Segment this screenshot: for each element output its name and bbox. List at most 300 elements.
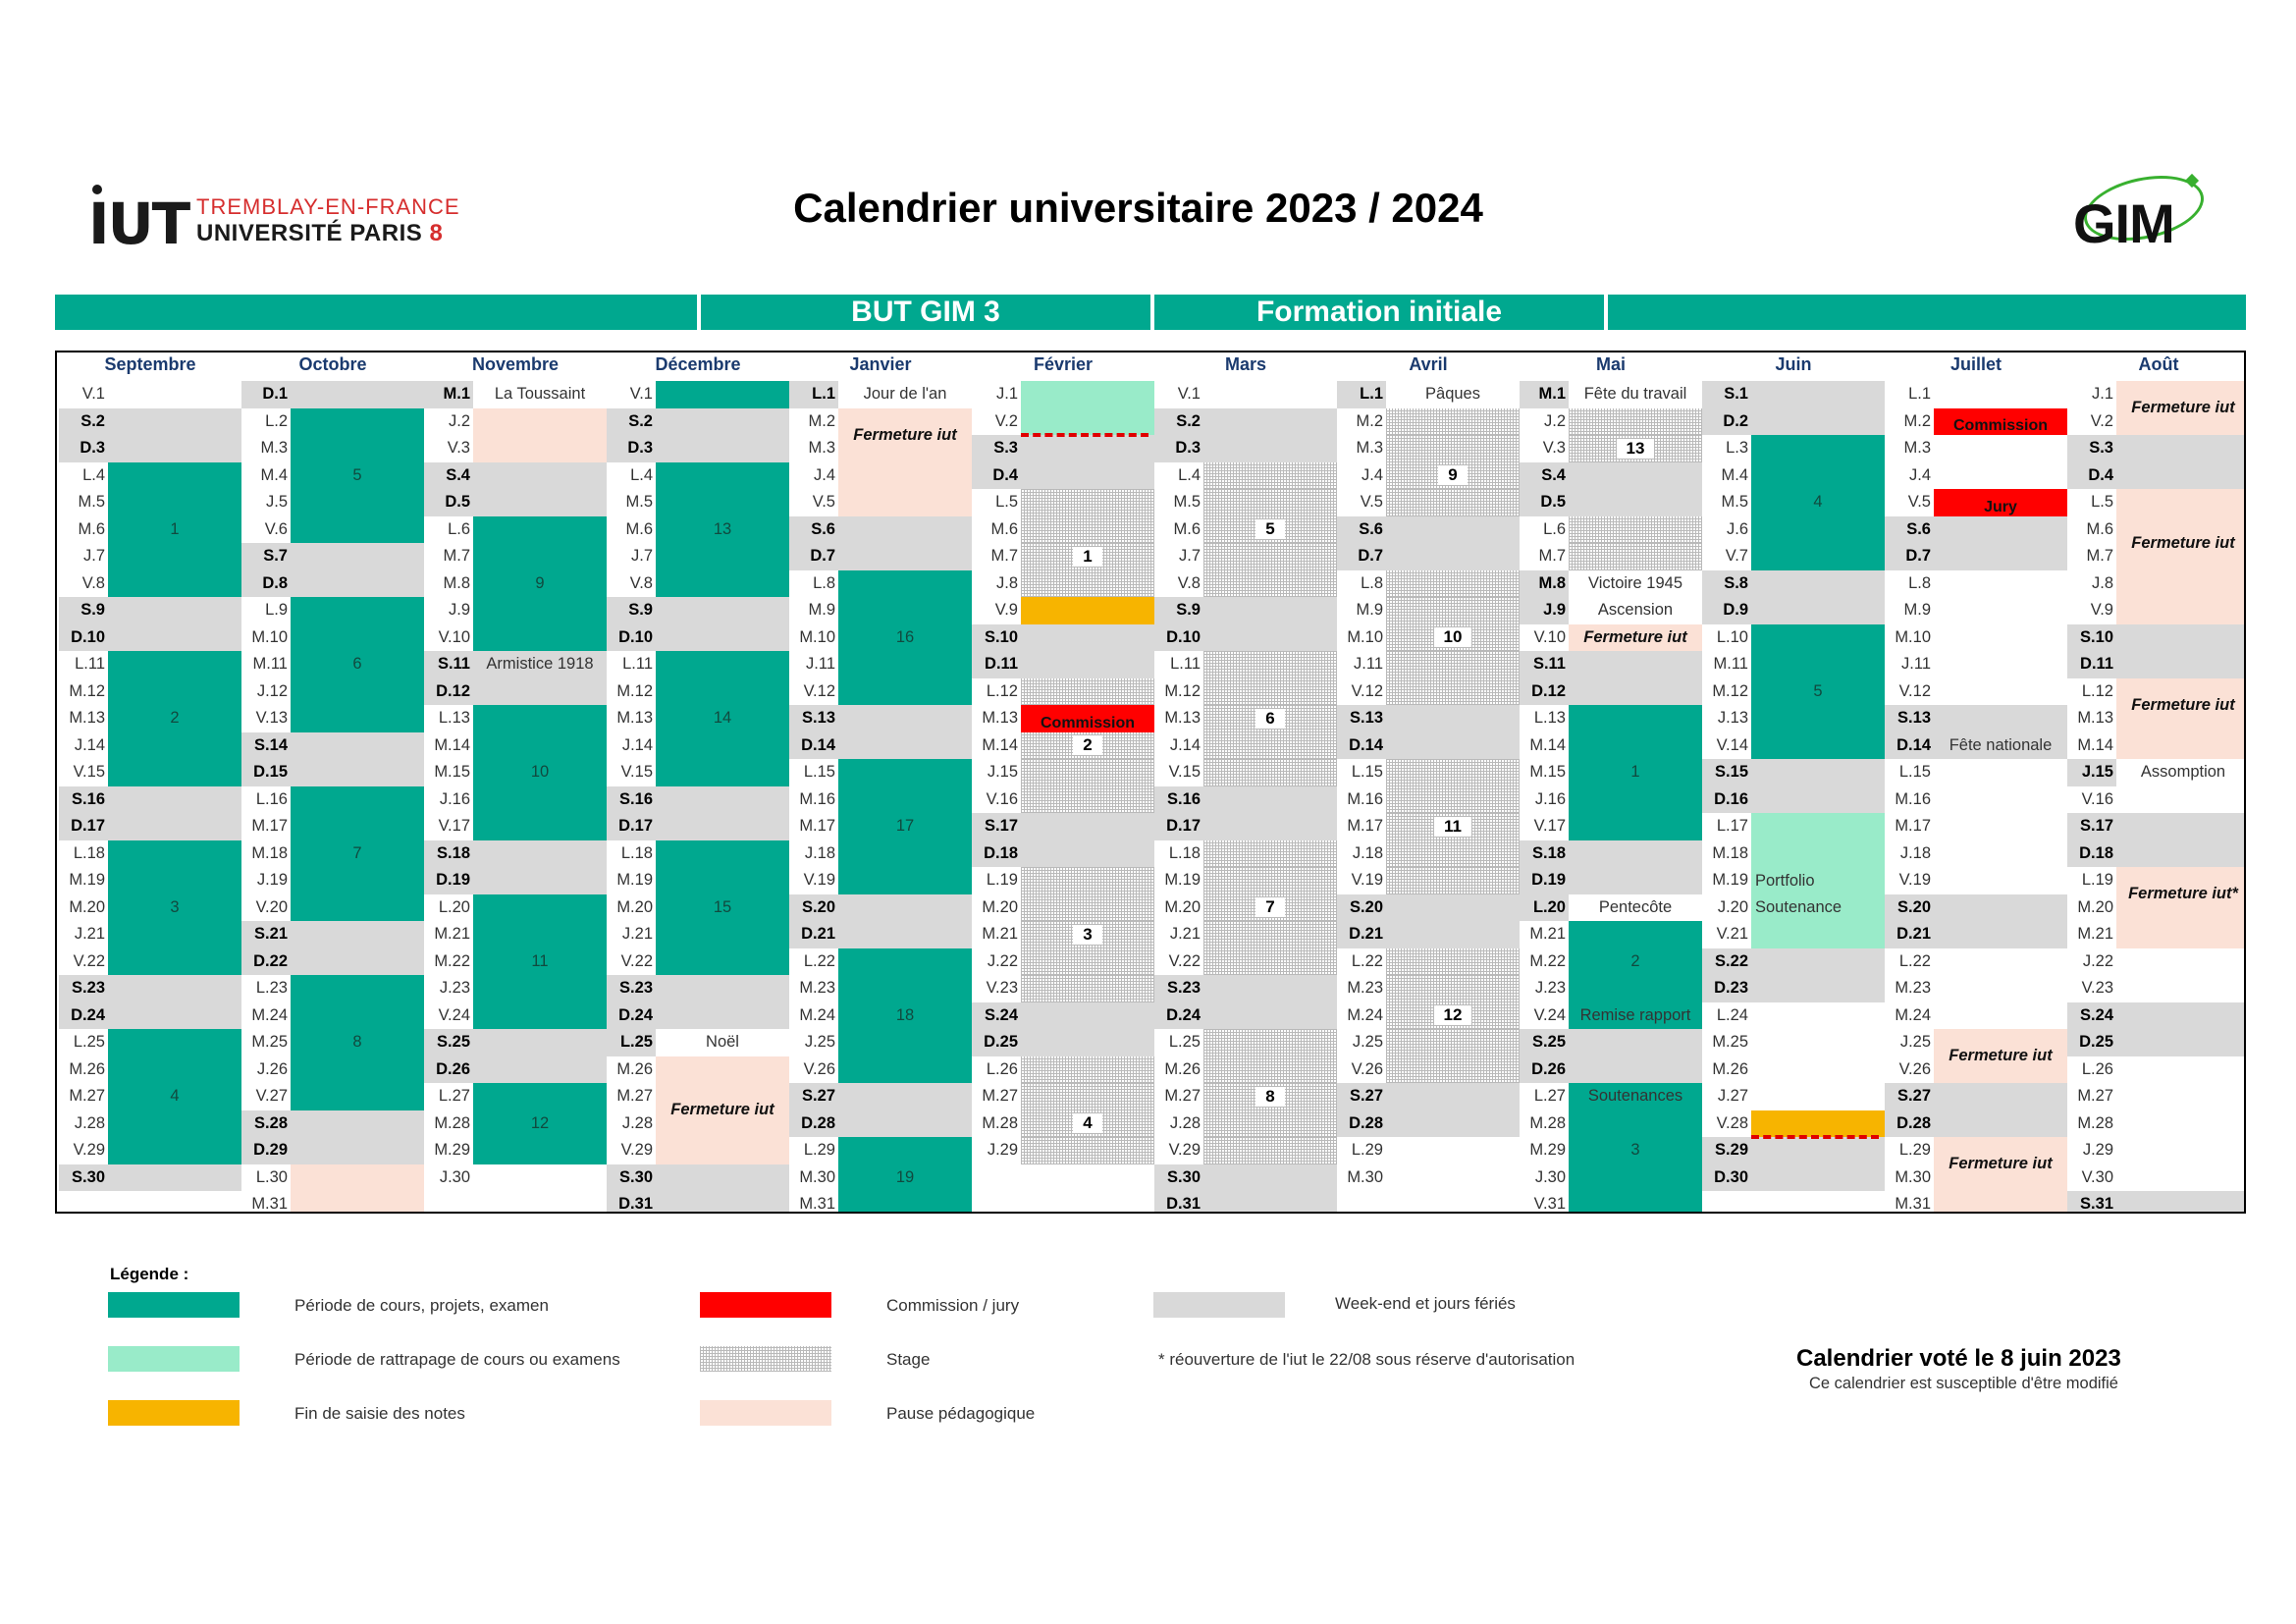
- day-cell: [2116, 1137, 2246, 1164]
- stage-week-number: 12: [1434, 1005, 1472, 1025]
- day-label: M.29: [434, 1141, 470, 1159]
- day-note: Victoire 1945: [1587, 573, 1682, 592]
- day-cell: [1386, 1056, 1520, 1084]
- day-row: [1154, 651, 1337, 678]
- day-cell: [1569, 894, 1702, 922]
- day-cell: [1386, 651, 1520, 678]
- day-row: [1337, 921, 1520, 948]
- day-cell: [1751, 1164, 1885, 1192]
- day-row: [1702, 867, 1885, 894]
- day-cell: [291, 867, 424, 894]
- day-label: V.31: [1533, 1195, 1566, 1213]
- day-label: D.28: [789, 1110, 838, 1138]
- day-label: S.9: [59, 597, 108, 624]
- day-cell: [1203, 948, 1337, 976]
- day-cell: [1386, 516, 1520, 544]
- day-row: [1520, 624, 1702, 652]
- day-label: M.10: [799, 627, 835, 646]
- day-label: J.29: [2082, 1141, 2113, 1159]
- day-cell: [1751, 1083, 1885, 1110]
- day-row: [2067, 705, 2246, 732]
- day-cell: [838, 921, 972, 948]
- day-label: M.28: [1529, 1113, 1566, 1132]
- day-label: M.7: [443, 547, 470, 565]
- day-label: L.9: [265, 601, 288, 619]
- day-row: [1885, 1056, 2067, 1084]
- day-label: J.1: [995, 385, 1018, 403]
- day-row: [1154, 948, 1337, 976]
- day-label: V.12: [1351, 681, 1383, 700]
- day-row: [1520, 867, 1702, 894]
- day-label: M.26: [1712, 1059, 1748, 1078]
- day-cell: [838, 651, 972, 678]
- day-cell: [1203, 516, 1337, 544]
- day-cell: [291, 1164, 424, 1192]
- day-row: [1885, 1110, 2067, 1138]
- day-label: V.6: [264, 519, 288, 538]
- day-row: [789, 1110, 972, 1138]
- day-cell: [473, 570, 607, 598]
- day-row: [59, 435, 241, 462]
- day-label: L.8: [1361, 573, 1383, 592]
- day-row: [241, 1056, 424, 1084]
- day-row: [1520, 1083, 1702, 1110]
- day-row: [59, 759, 241, 786]
- day-cell: [1203, 921, 1337, 948]
- day-label: M.26: [69, 1059, 105, 1078]
- day-label: V.26: [1351, 1059, 1383, 1078]
- day-row: [59, 651, 241, 678]
- day-cell: [473, 1110, 607, 1138]
- day-cell: [1021, 570, 1154, 598]
- day-label: D.3: [607, 435, 656, 462]
- day-row: [1337, 1056, 1520, 1084]
- day-row: [789, 759, 972, 786]
- day-row: [789, 975, 972, 1002]
- day-cell: [2116, 1110, 2246, 1138]
- day-label: D.7: [789, 543, 838, 570]
- day-row: [1702, 435, 1885, 462]
- day-row: [789, 651, 972, 678]
- day-cell: [1021, 813, 1154, 840]
- day-row: [1520, 705, 1702, 732]
- day-label: M.12: [69, 681, 105, 700]
- day-cell: [1934, 408, 2067, 436]
- day-label: M.28: [982, 1113, 1018, 1132]
- day-label: S.4: [1520, 462, 1569, 490]
- day-cell: [1569, 1191, 1702, 1214]
- day-row: [1337, 381, 1520, 408]
- day-cell: [1203, 1056, 1337, 1084]
- day-row: [59, 894, 241, 922]
- day-row: [789, 381, 972, 408]
- day-cell: [1569, 1110, 1702, 1138]
- day-label: J.30: [1534, 1167, 1566, 1186]
- day-cell: [656, 921, 789, 948]
- day-row: [241, 732, 424, 760]
- day-row: [1702, 948, 1885, 976]
- day-label: L.1: [789, 381, 838, 408]
- day-cell: [1934, 1002, 2067, 1030]
- day-label: D.29: [241, 1137, 291, 1164]
- day-label: M.5: [625, 493, 653, 511]
- day-cell: [656, 1002, 789, 1030]
- day-row: [1520, 1137, 1702, 1164]
- day-cell: [656, 813, 789, 840]
- day-cell: [1569, 678, 1702, 706]
- day-row: [972, 759, 1154, 786]
- day-label: M.30: [1347, 1167, 1383, 1186]
- day-row: [1520, 678, 1702, 706]
- day-note: Fête du travail: [1583, 385, 1687, 403]
- day-label: L.10: [1716, 627, 1748, 646]
- day-row: [241, 543, 424, 570]
- course-week-number: 3: [170, 897, 180, 916]
- day-row: [1702, 624, 1885, 652]
- day-row: [1885, 543, 2067, 570]
- day-label: D.11: [2067, 651, 2116, 678]
- day-cell: [1569, 759, 1702, 786]
- day-note: Pentecôte: [1598, 897, 1673, 916]
- day-cell: [838, 813, 972, 840]
- day-row: [1154, 1137, 1337, 1164]
- day-cell: [1751, 1056, 1885, 1084]
- day-row: [1337, 570, 1520, 598]
- period-annotation: Fermeture iut: [853, 425, 957, 444]
- day-cell: [2116, 1056, 2246, 1084]
- day-cell: [108, 1002, 241, 1030]
- day-cell: [656, 786, 789, 814]
- day-label: M.10: [251, 627, 288, 646]
- day-cell: [1203, 732, 1337, 760]
- day-cell: [1386, 435, 1520, 462]
- day-label: J.13: [1717, 709, 1748, 727]
- day-cell: [473, 894, 607, 922]
- day-row: [972, 1029, 1154, 1056]
- day-row: [607, 624, 789, 652]
- day-row: [789, 705, 972, 732]
- day-row: [1885, 462, 2067, 490]
- day-row: [1337, 705, 1520, 732]
- banner-program: BUT GIM 3: [701, 295, 1150, 330]
- day-row: [1885, 840, 2067, 868]
- day-label: J.11: [806, 655, 835, 673]
- day-label: L.18: [620, 843, 653, 862]
- day-cell: [1934, 1137, 2067, 1164]
- month-column: [1520, 381, 1702, 1214]
- day-cell: [108, 705, 241, 732]
- stage-week-number: 10: [1434, 627, 1472, 647]
- day-row: [2067, 651, 2246, 678]
- month-header: Septembre: [104, 354, 196, 374]
- day-row: [241, 759, 424, 786]
- voted-disclaimer: Ce calendrier est susceptible d'être modifié: [1809, 1375, 2118, 1392]
- day-row: [1337, 1137, 1520, 1164]
- day-row: [1702, 1056, 1885, 1084]
- day-cell: [1386, 786, 1520, 814]
- day-row: [607, 786, 789, 814]
- course-week-number: 4: [1813, 493, 1823, 512]
- day-row: [607, 570, 789, 598]
- course-week-number: 12: [530, 1113, 550, 1132]
- day-cell: [473, 1029, 607, 1056]
- day-label: D.12: [424, 678, 473, 706]
- day-cell: [656, 1137, 789, 1164]
- day-row: [424, 516, 607, 544]
- day-label: M.11: [252, 655, 288, 673]
- day-cell: [1569, 570, 1702, 598]
- day-row: [789, 1137, 972, 1164]
- day-label: D.25: [972, 1029, 1021, 1056]
- day-label: V.26: [803, 1059, 835, 1078]
- day-row: [2067, 1164, 2246, 1192]
- day-row: [1702, 597, 1885, 624]
- day-row: [607, 1110, 789, 1138]
- day-row: [1154, 543, 1337, 570]
- day-label: V.22: [1168, 951, 1201, 970]
- day-row: [789, 732, 972, 760]
- day-label: D.14: [789, 732, 838, 760]
- day-row: [1154, 597, 1337, 624]
- day-cell: [1386, 813, 1520, 840]
- day-label: M.26: [616, 1059, 653, 1078]
- day-label: L.25: [607, 1029, 656, 1056]
- day-label: V.13: [255, 709, 288, 727]
- day-cell: [1934, 894, 2067, 922]
- day-row: [424, 624, 607, 652]
- day-label: M.2: [808, 411, 835, 430]
- day-row: [1885, 1137, 2067, 1164]
- day-row: [789, 516, 972, 544]
- day-cell: [1934, 516, 2067, 544]
- day-cell: [473, 867, 607, 894]
- day-label: S.6: [1337, 516, 1386, 544]
- day-cell: [1934, 381, 2067, 408]
- day-label: L.19: [2081, 871, 2113, 889]
- day-row: [789, 1164, 972, 1192]
- day-row: [59, 840, 241, 868]
- day-row: [1702, 1110, 1885, 1138]
- day-label: M.27: [616, 1087, 653, 1105]
- day-cell: [1386, 678, 1520, 706]
- day-row: [241, 840, 424, 868]
- day-cell: [2116, 732, 2246, 760]
- day-note: Pâques: [1425, 385, 1480, 403]
- day-cell: [1751, 597, 1885, 624]
- deadline-dashed-line: [1751, 1135, 1879, 1139]
- day-row: [972, 624, 1154, 652]
- day-row: [607, 975, 789, 1002]
- day-cell: [838, 381, 972, 408]
- day-cell: [656, 759, 789, 786]
- day-label: D.22: [241, 948, 291, 976]
- day-row: [2067, 624, 2246, 652]
- day-label: V.23: [2081, 979, 2113, 997]
- day-cell: [2116, 975, 2246, 1002]
- day-row: [1885, 1164, 2067, 1192]
- day-label: S.27: [1337, 1083, 1386, 1110]
- day-cell: [291, 1083, 424, 1110]
- day-label: M.2: [1903, 411, 1931, 430]
- day-cell: [1203, 651, 1337, 678]
- day-cell: [2116, 1002, 2246, 1030]
- day-cell: [656, 975, 789, 1002]
- day-label: J.9: [448, 601, 470, 619]
- day-label: M.20: [616, 897, 653, 916]
- day-note: Soutenances: [1587, 1087, 1683, 1105]
- day-label: D.17: [1154, 813, 1203, 840]
- day-label: J.4: [1908, 465, 1931, 484]
- day-cell: [2116, 408, 2246, 436]
- day-label: S.14: [241, 732, 291, 760]
- day-label: L.2: [265, 411, 288, 430]
- day-row: [2067, 678, 2246, 706]
- day-row: [1520, 516, 1702, 544]
- day-label: D.11: [972, 651, 1021, 678]
- day-cell: [1386, 624, 1520, 652]
- day-label: M.22: [434, 951, 470, 970]
- day-row: [789, 813, 972, 840]
- day-cell: [2116, 516, 2246, 544]
- day-label: J.14: [621, 735, 653, 754]
- period-annotation: Fermeture iut: [670, 1101, 774, 1118]
- day-cell: [656, 543, 789, 570]
- day-label: M.23: [1347, 979, 1383, 997]
- day-cell: [291, 435, 424, 462]
- day-cell: [1203, 975, 1337, 1002]
- period-annotation: Portfolio Soutenance: [1755, 871, 1842, 916]
- day-row: [2067, 759, 2246, 786]
- day-note: Noël: [706, 1033, 739, 1051]
- day-cell: [473, 624, 607, 652]
- day-row: [1520, 732, 1702, 760]
- day-cell: [1386, 570, 1520, 598]
- day-cell: [108, 894, 241, 922]
- day-cell: [1386, 1137, 1520, 1164]
- day-label: V.22: [73, 951, 105, 970]
- day-row: [972, 516, 1154, 544]
- day-cell: [1569, 651, 1702, 678]
- day-row: [1702, 1002, 1885, 1030]
- day-row: [424, 543, 607, 570]
- day-label: M.2: [1356, 411, 1383, 430]
- day-label: D.7: [1337, 543, 1386, 570]
- period-annotation: Fermeture iut: [2131, 399, 2235, 416]
- day-label: M.16: [1347, 789, 1383, 808]
- day-label: L.8: [1908, 573, 1931, 592]
- day-cell: [1751, 1137, 1885, 1164]
- day-row: [1337, 489, 1520, 516]
- day-cell: [1934, 705, 2067, 732]
- day-row: [241, 1002, 424, 1030]
- day-label: M.8: [1520, 570, 1569, 598]
- day-label: M.6: [2086, 519, 2113, 538]
- day-label: L.15: [803, 763, 835, 781]
- day-row: [607, 462, 789, 490]
- day-row: [1154, 1164, 1337, 1192]
- course-week-number: 11: [531, 951, 549, 970]
- day-label: J.25: [1352, 1033, 1383, 1051]
- day-label: M.18: [1712, 843, 1748, 862]
- day-row: [241, 408, 424, 436]
- period-annotation: Fermeture iut: [2131, 695, 2235, 714]
- legend-label-pause: Pause pédagogique: [886, 1404, 1036, 1423]
- day-cell: [1569, 705, 1702, 732]
- day-label: L.25: [73, 1033, 105, 1051]
- day-label: M.8: [443, 573, 470, 592]
- day-label: M.6: [78, 519, 105, 538]
- day-row: [607, 1137, 789, 1164]
- day-row: [424, 813, 607, 840]
- day-row: [1885, 678, 2067, 706]
- day-label: V.12: [1898, 681, 1931, 700]
- day-row: [2067, 489, 2246, 516]
- day-cell: [1203, 813, 1337, 840]
- day-label: M.15: [434, 763, 470, 781]
- day-cell: [108, 435, 241, 462]
- day-label: J.11: [1901, 655, 1931, 673]
- day-label: J.1: [2091, 385, 2113, 403]
- day-cell: [1934, 867, 2067, 894]
- day-label: M.21: [982, 925, 1018, 943]
- day-row: [241, 597, 424, 624]
- day-label: M.23: [1895, 979, 1931, 997]
- day-cell: [1751, 408, 1885, 436]
- day-label: V.2: [2090, 411, 2113, 430]
- day-row: [1702, 759, 1885, 786]
- day-cell: [291, 759, 424, 786]
- day-row: [972, 975, 1154, 1002]
- day-row: [59, 1002, 241, 1030]
- day-label: V.17: [438, 817, 470, 835]
- day-cell: [291, 678, 424, 706]
- day-cell: [1203, 624, 1337, 652]
- day-row: [1885, 381, 2067, 408]
- day-label: M.24: [251, 1005, 288, 1024]
- day-cell: [838, 543, 972, 570]
- day-cell: [1751, 651, 1885, 678]
- day-row: [1885, 786, 2067, 814]
- day-row: [241, 1137, 424, 1164]
- day-label: M.25: [251, 1033, 288, 1051]
- day-label: D.4: [2067, 462, 2116, 490]
- legend-swatch-stage: [700, 1346, 831, 1372]
- day-cell: [108, 921, 241, 948]
- day-cell: [1934, 948, 2067, 976]
- day-label: M.14: [1529, 735, 1566, 754]
- day-label: J.25: [804, 1033, 835, 1051]
- day-cell: [1386, 1029, 1520, 1056]
- day-cell: [2116, 462, 2246, 490]
- day-cell: [1751, 948, 1885, 976]
- day-label: D.16: [1702, 786, 1751, 814]
- day-label: V.21: [1716, 925, 1748, 943]
- day-cell: [1934, 1029, 2067, 1056]
- day-label: V.29: [73, 1141, 105, 1159]
- stage-week-number: 13: [1617, 439, 1655, 459]
- day-cell: [1569, 732, 1702, 760]
- day-row: [1885, 651, 2067, 678]
- day-label: S.25: [424, 1029, 473, 1056]
- day-cell: [1021, 894, 1154, 922]
- day-label: M.13: [69, 709, 105, 727]
- period-annotation: Fermeture iut*: [2128, 885, 2238, 902]
- day-cell: [108, 867, 241, 894]
- day-cell: [108, 597, 241, 624]
- day-row: [424, 1083, 607, 1110]
- day-row: [2067, 813, 2246, 840]
- day-label: L.22: [1351, 951, 1383, 970]
